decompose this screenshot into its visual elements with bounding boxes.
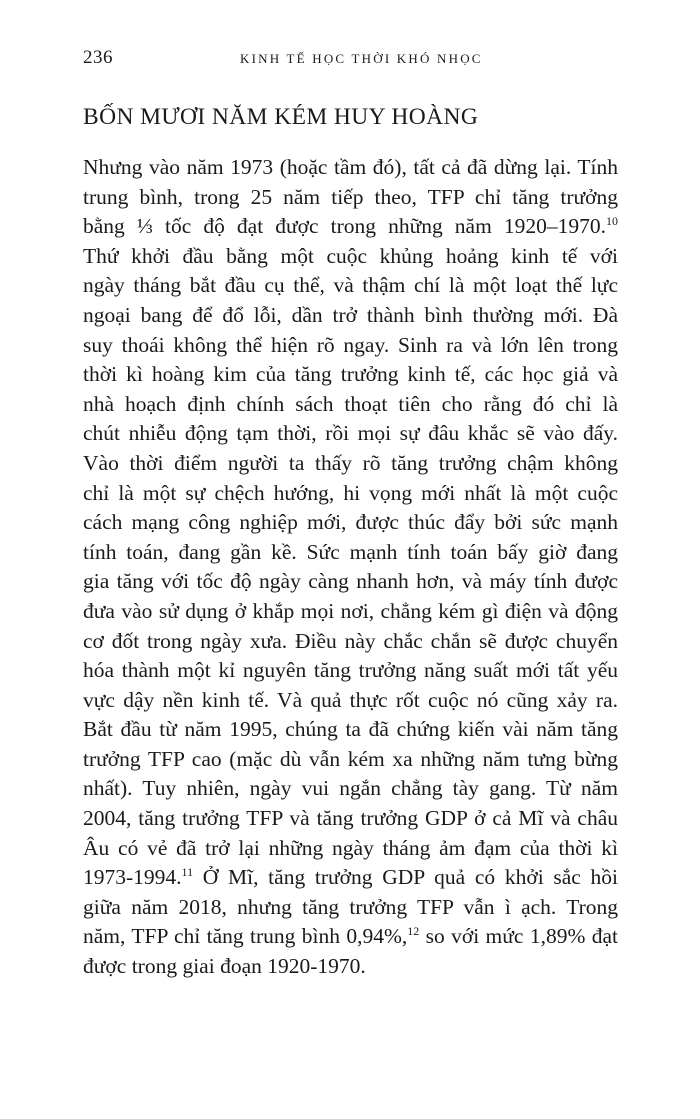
body-line: 2004, tăng trưởng TFP và tăng trưởng GDP ở cả Mĩ và châu	[83, 806, 618, 831]
body-line-text: năm, TFP chỉ tăng trung bình 0,94%,	[83, 924, 408, 949]
body-line: nhất). Tuy nhiên, ngày vui ngắn chẳng tày gang. Từ năm	[83, 776, 618, 801]
body-line: thời kì hoàng kim của tăng trưởng kinh tế, các học giả và	[83, 362, 618, 387]
body-line: Thứ khởi đầu bằng một cuộc khủng hoảng kinh tế với	[83, 243, 618, 268]
footnote-marker: 12	[407, 924, 420, 939]
body-line: chỉ là một sự chệch hướng, hi vọng mới nhất là một cuộc	[83, 480, 618, 505]
running-head: KINH TẾ HỌC THỜI KHÓ NHỌC	[240, 51, 483, 66]
body-line: tính toán, đang gần kề. Sức mạnh tính toán bấy giờ đang	[83, 539, 618, 564]
body-line-text: bằng ⅓ tốc độ đạt được trong những năm 1920–1970.	[83, 214, 606, 239]
body-line: nhà hoạch định chính sách thoạt tiên cho rằng đó chỉ là	[83, 391, 618, 416]
body-line: giữa năm 2018, nhưng tăng trưởng TFP vẫn ì ạch. Trong	[83, 894, 618, 919]
footnote-marker: 10	[606, 214, 618, 229]
body-line: suy thoái không thể hiện rõ ngay. Sinh ra và lớn lên trong	[83, 332, 618, 357]
footnote-marker: 11	[181, 865, 194, 880]
body-line: vực dậy nền kinh tế. Và quả thực rốt cuộc nó cũng xảy ra.	[83, 687, 618, 712]
body-line: hóa thành một kỉ nguyên tăng trưởng năng suất mới tất yếu	[83, 658, 618, 683]
page-number: 236	[83, 47, 113, 68]
body-line: Vào thời điểm người ta thấy rõ tăng trưởng chậm không	[83, 450, 618, 475]
body-line: gia tăng với tốc độ ngày càng nhanh hơn, và máy tính được	[83, 569, 618, 594]
body-line: Bắt đầu từ năm 1995, chúng ta đã chứng kiến vài năm tăng	[83, 717, 618, 742]
body-line: trung bình, trong 25 năm tiếp theo, TFP chỉ tăng trưởng	[83, 184, 618, 209]
body-line: ngày tháng bắt đầu cụ thể, và thậm chí là một loạt thế lực	[83, 273, 618, 298]
body-line-text: Ở Mĩ, tăng trưởng GDP quả có khởi sắc hồi	[193, 865, 618, 890]
body-line	[83, 922, 618, 952]
body-paragraph	[83, 153, 618, 982]
body-line: được trong giai đoạn 1920-1970.	[83, 954, 366, 979]
body-line: ngoại bang để đổ lỗi, dần trở thành bình thường mới. Đà	[83, 302, 618, 327]
body-line-text: so với mức 1,89% đạt	[419, 924, 618, 949]
body-line: chút nhiễu động tạm thời, rồi mọi sự đâu khắc sẽ vào đấy.	[83, 421, 618, 446]
body-line: Nhưng vào năm 1973 (hoặc tầm đó), tất cả đã dừng lại. Tính	[83, 155, 618, 179]
body-line: trưởng TFP cao (mặc dù vẫn kém xa những năm tưng bừng	[83, 746, 618, 771]
body-line	[83, 212, 618, 242]
body-line	[83, 863, 618, 893]
body-line-text: 1973-1994.	[83, 865, 182, 890]
body-line: Âu có vẻ đã trở lại những ngày tháng ảm đạm của thời kì	[83, 835, 618, 860]
body-line: cơ đốt trong ngày xưa. Điều này chắc chắn sẽ được chuyển	[83, 628, 618, 653]
body-line: đưa vào sử dụng ở khắp mọi nơi, chẳng kém gì điện và động	[83, 598, 618, 623]
body-line: cách mạng công nghiệp mới, được thúc đẩy bởi sức mạnh	[83, 510, 618, 535]
section-title: BỐN MƯƠI NĂM KÉM HUY HOÀNG	[83, 104, 479, 130]
